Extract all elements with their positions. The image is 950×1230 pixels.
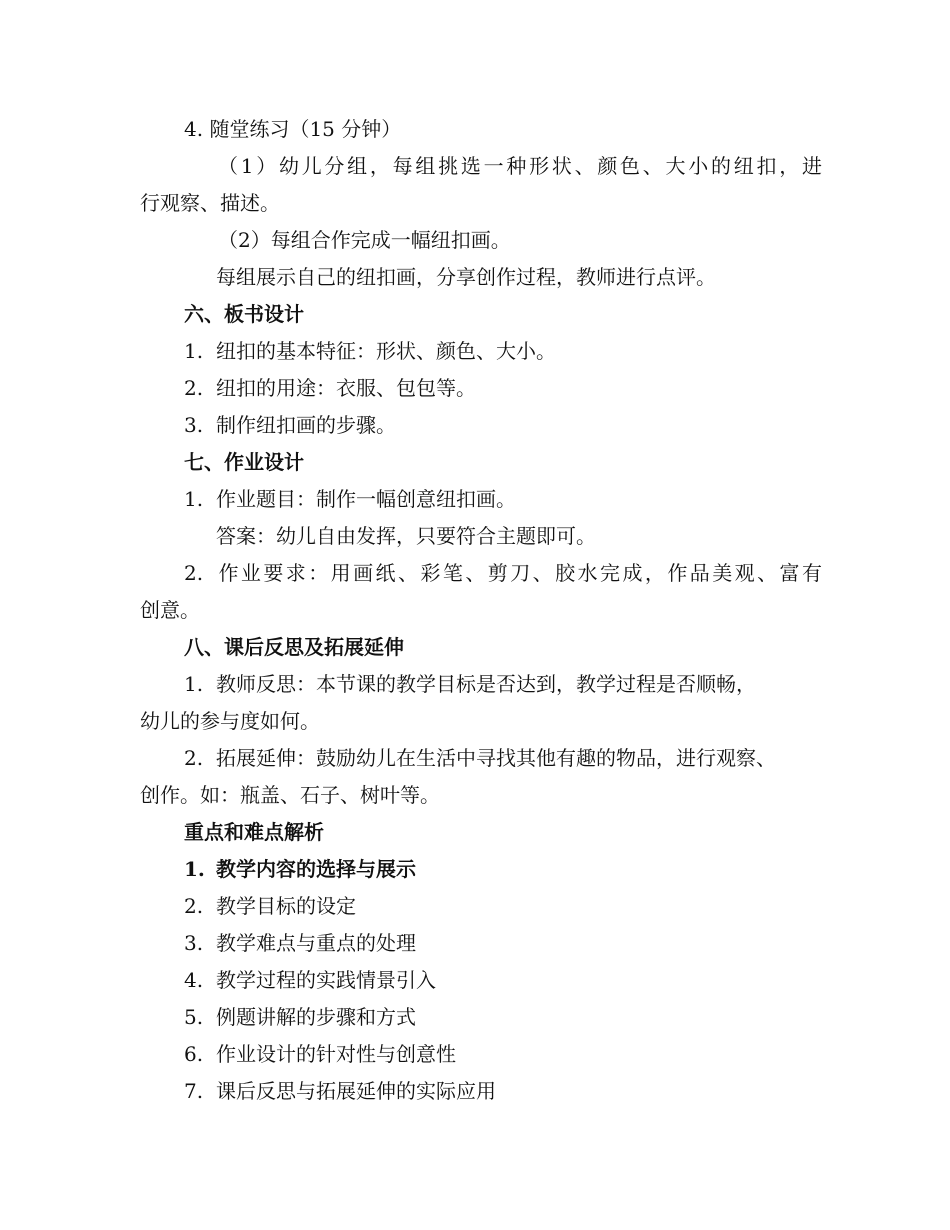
homework-heading: 七、作业设计 <box>184 450 304 474</box>
board-item <box>140 333 822 370</box>
analysis-item-text: 教学过程的实践情景引入 <box>216 968 436 992</box>
homework-item-number: 2. <box>184 561 204 585</box>
practice-item-1-line-2: 行观察、描述。 <box>140 191 280 215</box>
board-item-text: 制作纽扣画的步骤。 <box>216 413 396 437</box>
analysis-item <box>140 999 822 1036</box>
analysis-heading: 重点和难点解析 <box>184 820 324 844</box>
reflection-item-2-line-2: 创作。如：瓶盖、石子、树叶等。 <box>140 783 440 807</box>
reflection-item-number: 1. <box>184 672 204 696</box>
analysis-item-number: 7. <box>184 1079 204 1103</box>
homework-item-number: 1. <box>184 487 204 511</box>
practice-item-1-line-1: （1）幼儿分组，每组挑选一种形状、颜色、大小的纽扣，进 <box>218 154 822 178</box>
reflection-item-text: 拓展延伸：鼓励幼儿在生活中寻找其他有趣的物品，进行观察、 <box>216 746 776 770</box>
analysis-item-number: 6. <box>184 1042 204 1066</box>
analysis-item-text: 作业设计的针对性与创意性 <box>216 1042 456 1066</box>
board-item-text: 纽扣的用途：衣服、包包等。 <box>216 376 476 400</box>
board-item <box>140 370 822 407</box>
analysis-item-number: 1. <box>184 857 205 881</box>
reflection-item-1-line-1 <box>140 666 822 703</box>
analysis-item <box>140 925 822 962</box>
analysis-item <box>140 962 822 999</box>
analysis-item-text: 例题讲解的步骤和方式 <box>216 1005 416 1029</box>
analysis-item <box>140 851 822 888</box>
board-item-number: 1. <box>184 339 204 363</box>
analysis-item-text: 教学目标的设定 <box>216 894 356 918</box>
board-item-text: 纽扣的基本特征：形状、颜色、大小。 <box>216 339 556 363</box>
reflection-item-number: 2. <box>184 746 204 770</box>
analysis-item-text: 教学难点与重点的处理 <box>216 931 416 955</box>
homework-item-2-line-1 <box>140 555 822 592</box>
analysis-item-number: 5. <box>184 1005 204 1029</box>
analysis-item-number: 3. <box>184 931 204 955</box>
homework-answer: 答案：幼儿自由发挥，只要符合主题即可。 <box>216 524 596 548</box>
homework-item-text: 作业题目：制作一幅创意纽扣画。 <box>216 487 516 511</box>
reflection-item-1-line-2: 幼儿的参与度如何。 <box>140 709 320 733</box>
analysis-item-number: 2. <box>184 894 204 918</box>
analysis-item-number: 4. <box>184 968 204 992</box>
board-item <box>140 407 822 444</box>
board-item-number: 3. <box>184 413 204 437</box>
reflection-item-2-line-1 <box>140 740 822 777</box>
practice-show-paragraph: 每组展示自己的纽扣画，分享创作过程，教师进行点评。 <box>216 265 716 289</box>
document-body <box>140 111 822 1110</box>
analysis-item <box>140 888 822 925</box>
board-item-number: 2. <box>184 376 204 400</box>
reflection-heading: 八、课后反思及拓展延伸 <box>184 635 404 659</box>
analysis-item-text: 教学内容的选择与展示 <box>216 857 416 881</box>
board-design-heading: 六、板书设计 <box>184 302 304 326</box>
homework-item-1 <box>140 481 822 518</box>
analysis-item <box>140 1036 822 1073</box>
reflection-item-text: 教师反思：本节课的教学目标是否达到，教学过程是否顺畅， <box>216 672 756 696</box>
homework-item-2-line-2: 创意。 <box>140 598 200 622</box>
analysis-item <box>140 1073 822 1110</box>
practice-item-2: （2）每组合作完成一幅纽扣画。 <box>218 228 511 252</box>
homework-item-text: 作业要求：用画纸、彩笔、剪刀、胶水完成，作品美观、富有 <box>216 561 822 585</box>
practice-heading: 4. 随堂练习（15 分钟） <box>184 117 402 141</box>
analysis-item-text: 课后反思与拓展延伸的实际应用 <box>216 1079 496 1103</box>
